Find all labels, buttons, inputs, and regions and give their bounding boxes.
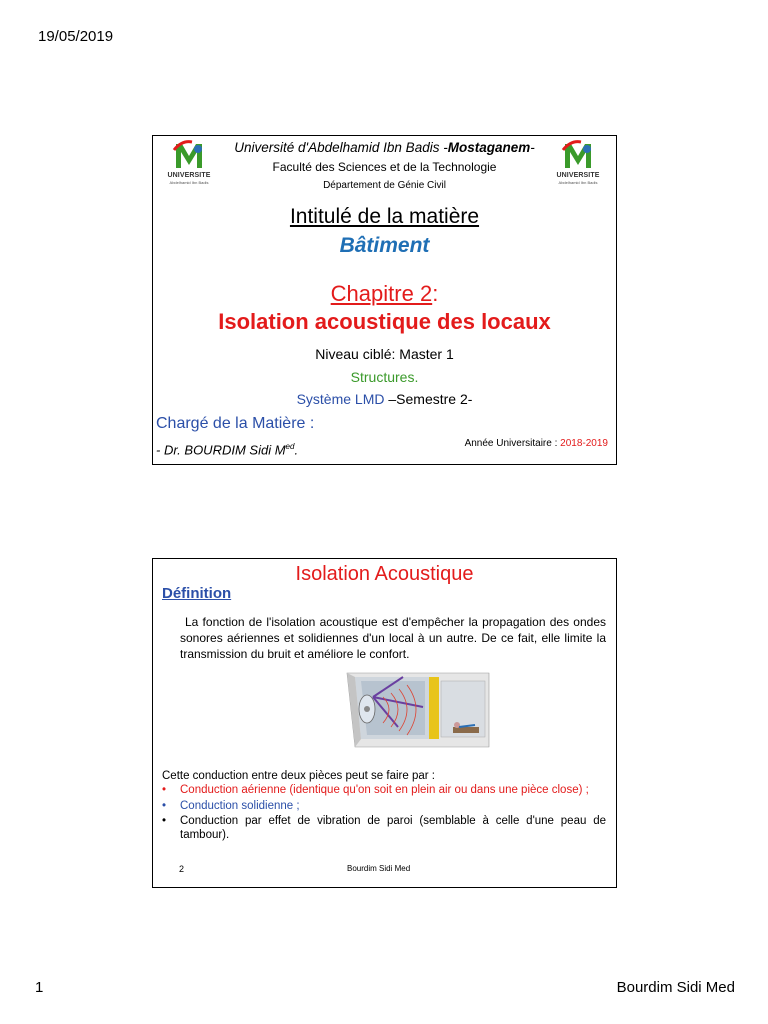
list-item: • Conduction solidienne ;: [162, 799, 300, 812]
faculty-name: Faculté des Sciences et de la Technologie: [272, 160, 497, 174]
footer-page-number: 1: [35, 979, 44, 996]
slide-page-number: 2: [179, 864, 185, 874]
conduction-intro: Cette conduction entre deux pièces peut se faire par :: [162, 770, 435, 782]
slide-definition: [152, 558, 617, 888]
department-name: Département de Génie Civil: [323, 180, 446, 191]
university-name: Université d'Abdelhamid Ibn Badis -Mostaganem-: [234, 140, 535, 155]
logo-text: UNIVERSITE: [167, 172, 211, 179]
logo-subtext: Abdelhamid Ibn Badis: [169, 180, 209, 185]
subject-label: Intitulé de la matière: [289, 205, 480, 228]
subject-name: Bâtiment: [339, 234, 430, 257]
slide-title: Isolation Acoustique: [295, 563, 474, 585]
instructor-label: Chargé de la Matière :: [156, 415, 315, 432]
logo-subtext: Abdelhamid Ibn Badis: [558, 180, 598, 185]
list-item: • Conduction par effet de vibration de paroi (semblable à celle d'une peau de tambour).: [162, 815, 606, 841]
chapter-label: Chapitre 2:: [330, 281, 439, 306]
conduction-list: [162, 784, 606, 844]
instructor-name: - Dr. BOURDIM Sidi $M^{ed}$.: [156, 442, 299, 458]
definition-paragraph: La fonction de l'isolation acoustique est d'empêcher la propagation des ondes sonores aériennes et solidiennes d'un local à un autre. De ce fait, elle limite la transmission du bruit et améliore le confort.: [180, 615, 606, 661]
target-level: Niveau ciblé: Master 1: [315, 346, 454, 362]
header-date: 19/05/2019: [38, 28, 114, 45]
list-item: • Conduction aérienne (identique qu'on soit en plein air ou dans une pièce close) ;: [162, 784, 589, 796]
acoustic-isolation-illustration: [343, 667, 490, 749]
track-name: Structures.: [350, 369, 419, 385]
slide-footer-author: Bourdim Sidi Med: [347, 864, 411, 873]
section-heading: Définition: [162, 585, 232, 602]
slide-title: [152, 135, 617, 465]
academic-year: Année Universitaire : 2018-2019: [464, 438, 608, 449]
chapter-title: Isolation acoustique des locaux: [218, 309, 551, 334]
system-semester: Système LMD –Semestre 2-: [296, 391, 473, 407]
university-city: Mostaganem: [447, 140, 531, 155]
logo-text: UNIVERSITE: [556, 172, 600, 179]
footer-author: Bourdim Sidi Med: [616, 979, 735, 996]
